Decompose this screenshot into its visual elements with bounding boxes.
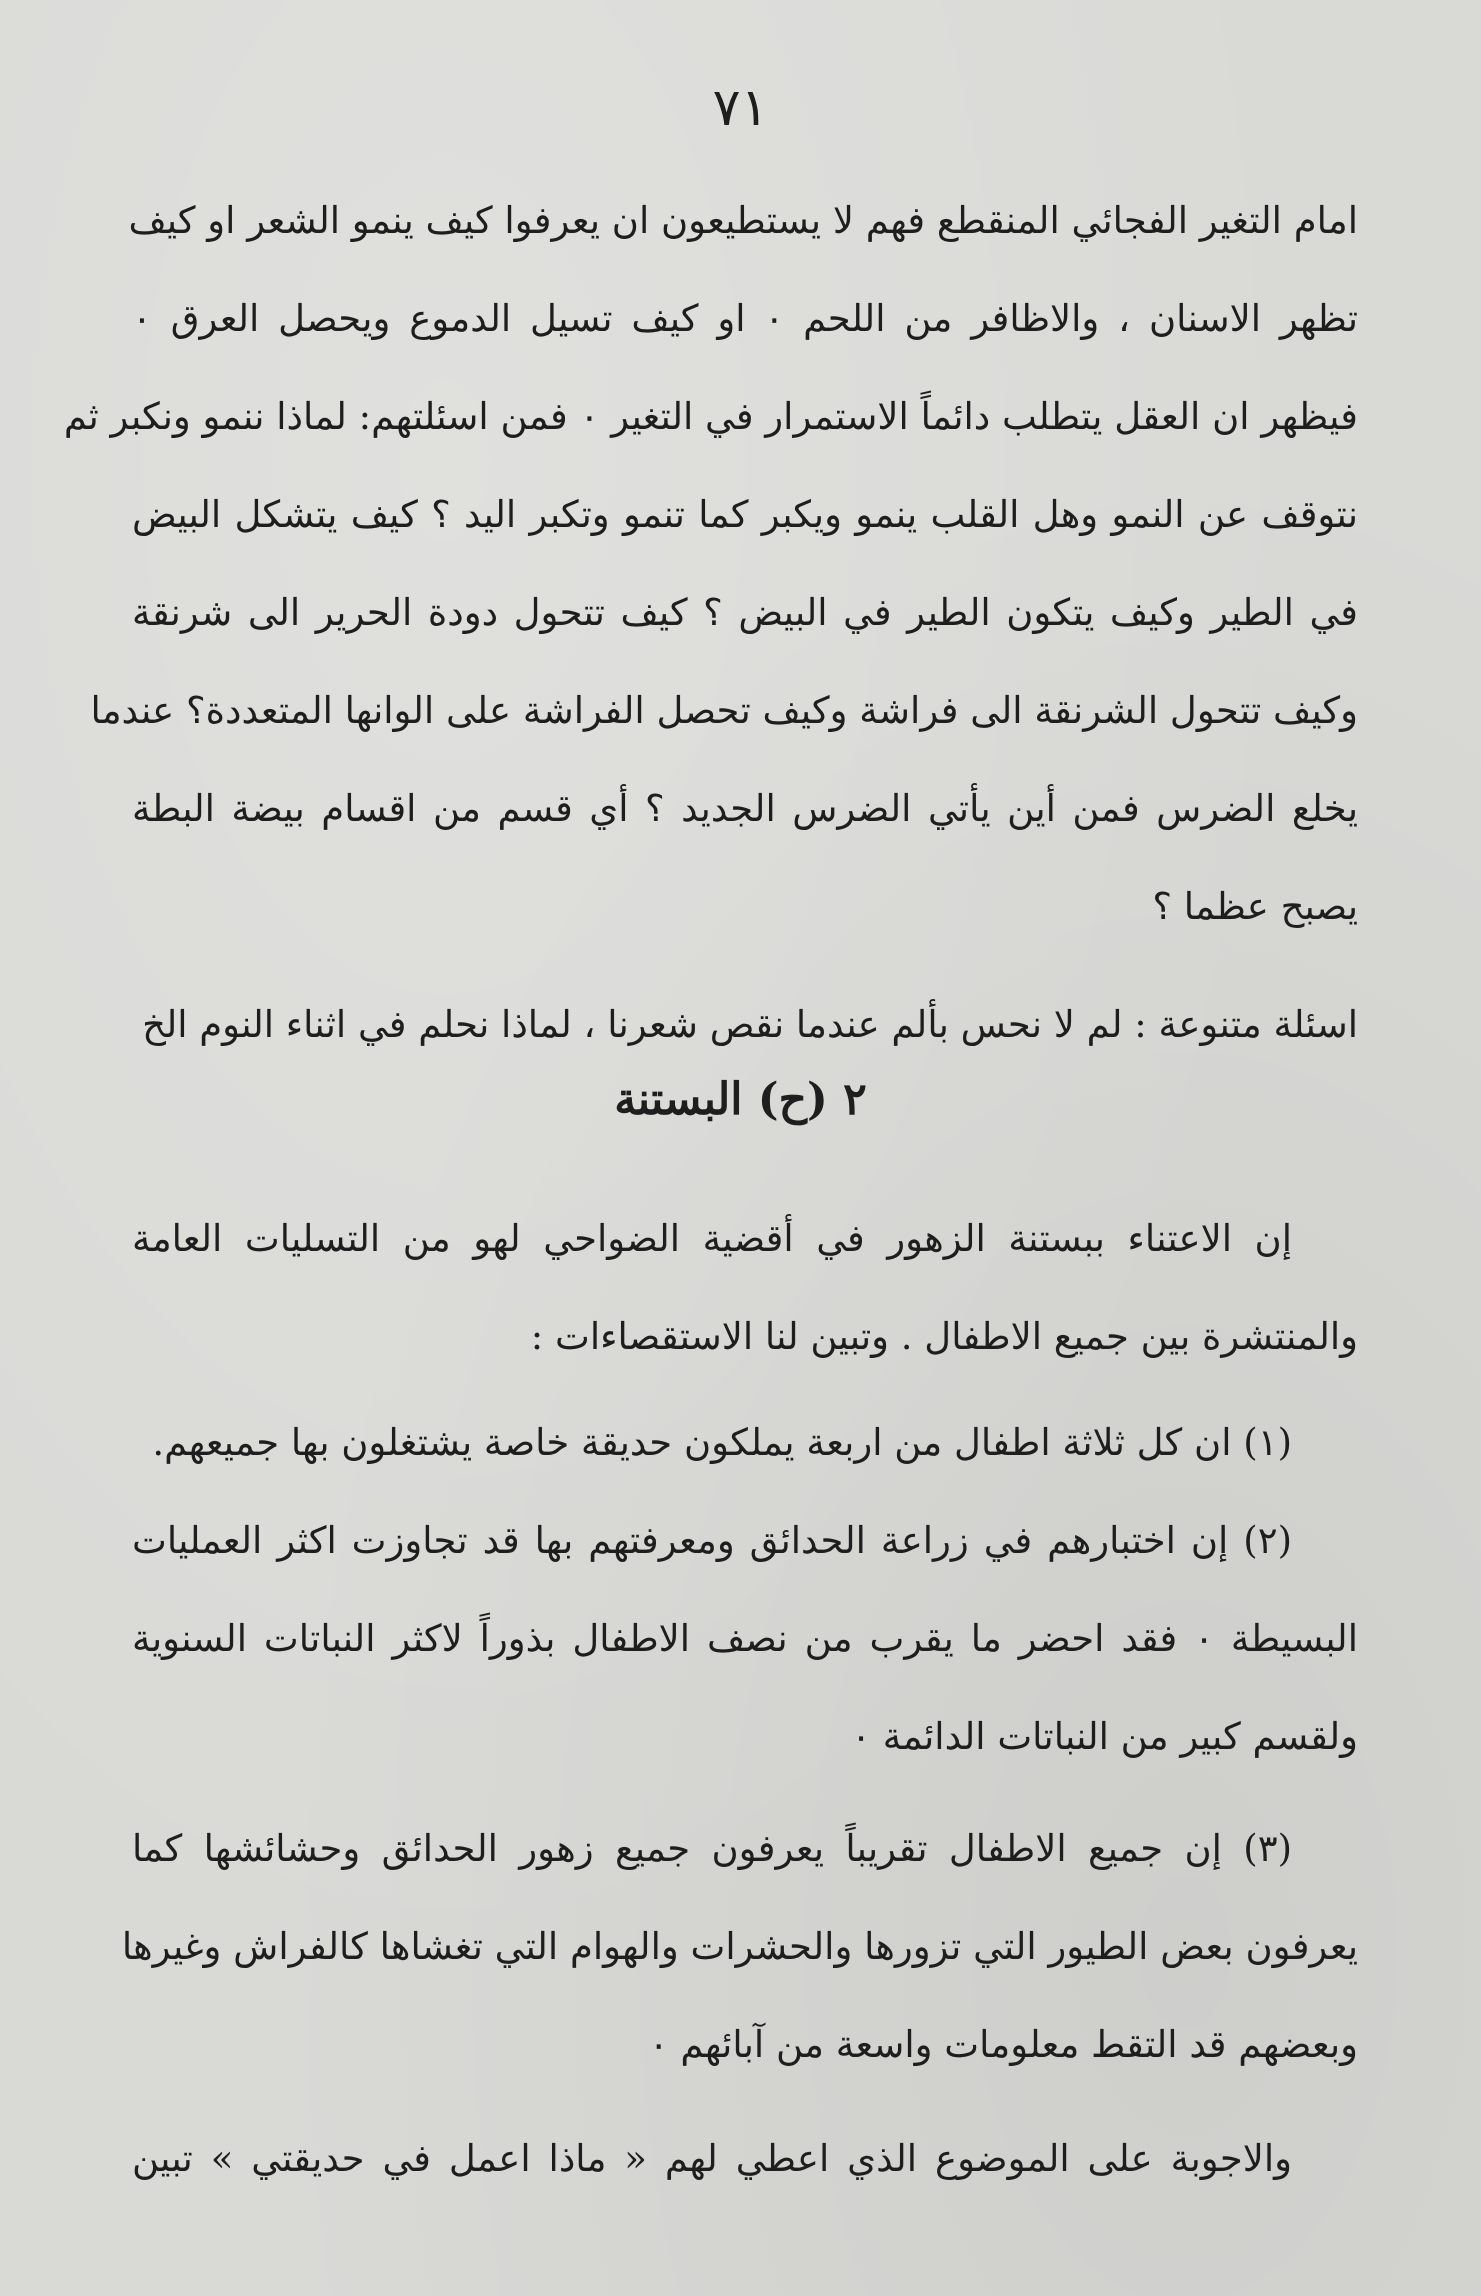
text-line: تظهر الاسنان ، والاظافر من اللحم ٠ او كيف تسيل الدموع ويحصل العرق ٠	[132, 297, 1358, 340]
text-line: وكيف تتحول الشرنقة الى فراشة وكيف تحصل الفراشة على الوانها المتعددة؟ عندما	[90, 689, 1358, 732]
paragraph-growth-questions	[63, 172, 1358, 956]
text-line: يعرفون بعض الطيور التي تزورها والحشرات والهوام التي تغشاها كالفراش وغيرها	[121, 1925, 1358, 1968]
text-line: (٢) إن اختبارهم في زراعة الحدائق ومعرفتهم بها قد تجاوزت اكثر العمليات	[132, 1519, 1292, 1562]
text-line: والاجوبة على الموضوع الذي اعطي لهم « ماذا اعمل في حديقتي » تبين	[132, 2137, 1292, 2180]
text-line: امام التغير الفجائي المنقطع فهم لا يستطيعون ان يعرفوا كيف ينمو الشعر او كيف	[128, 199, 1358, 242]
text-line: وبعضهم قد التقط معلومات واسعة من آبائهم ٠	[648, 2023, 1358, 2066]
page-number: ٧١	[712, 78, 769, 138]
various-questions	[132, 976, 1358, 1074]
text-line: البسيطة ٠ فقد احضر ما يقرب من نصف الاطفال بذوراً لاكثر النباتات السنوية	[132, 1617, 1358, 1660]
text-line: والمنتشرة بين جميع الاطفال . وتبين لنا الاستقصاءات :	[530, 1315, 1358, 1358]
text-line: (٣) إن جميع الاطفال تقريباً يعرفون جميع زهور الحدائق وحشائشها كما	[132, 1827, 1292, 1870]
finding-item-1	[132, 1394, 1358, 1492]
text-line: إن الاعتناء ببستنة الزهور في أقضية الضواحي لهو من التسليات العامة	[132, 1217, 1292, 1260]
text-line: يصبح عظما ؟	[1152, 885, 1358, 928]
finding-item-2	[132, 1492, 1358, 1786]
section-heading: ٢ (ح) البستنة	[614, 1074, 867, 1125]
text-line: اسئلة متنوعة : لم لا نحس بألم عندما نقص شعرنا ، لماذا نحلم في اثناء النوم الخ	[142, 1003, 1358, 1046]
finding-item-3	[121, 1800, 1358, 2094]
closing-line	[132, 2110, 1358, 2208]
text-line: فيظهر ان العقل يتطلب دائماً الاستمرار في التغير ٠ فمن اسئلتهم: لماذا ننمو ونكبر ثم	[63, 395, 1358, 438]
text-line: ولقسم كبير من النباتات الدائمة ٠	[851, 1715, 1358, 1758]
paragraph-gardening-intro	[132, 1190, 1358, 1386]
text-line: يخلع الضرس فمن أين يأتي الضرس الجديد ؟ أي قسم من اقسام بيضة البطة	[132, 787, 1358, 830]
text-line: في الطير وكيف يتكون الطير في البيض ؟ كيف تتحول دودة الحرير الى شرنقة	[132, 591, 1358, 634]
text-line: نتوقف عن النمو وهل القلب ينمو ويكبر كما تنمو وتكبر اليد ؟ كيف يتشكل البيض	[132, 493, 1358, 536]
text-line: (١) ان كل ثلاثة اطفال من اربعة يملكون حديقة خاصة يشتغلون بها جميعهم.	[152, 1421, 1292, 1464]
